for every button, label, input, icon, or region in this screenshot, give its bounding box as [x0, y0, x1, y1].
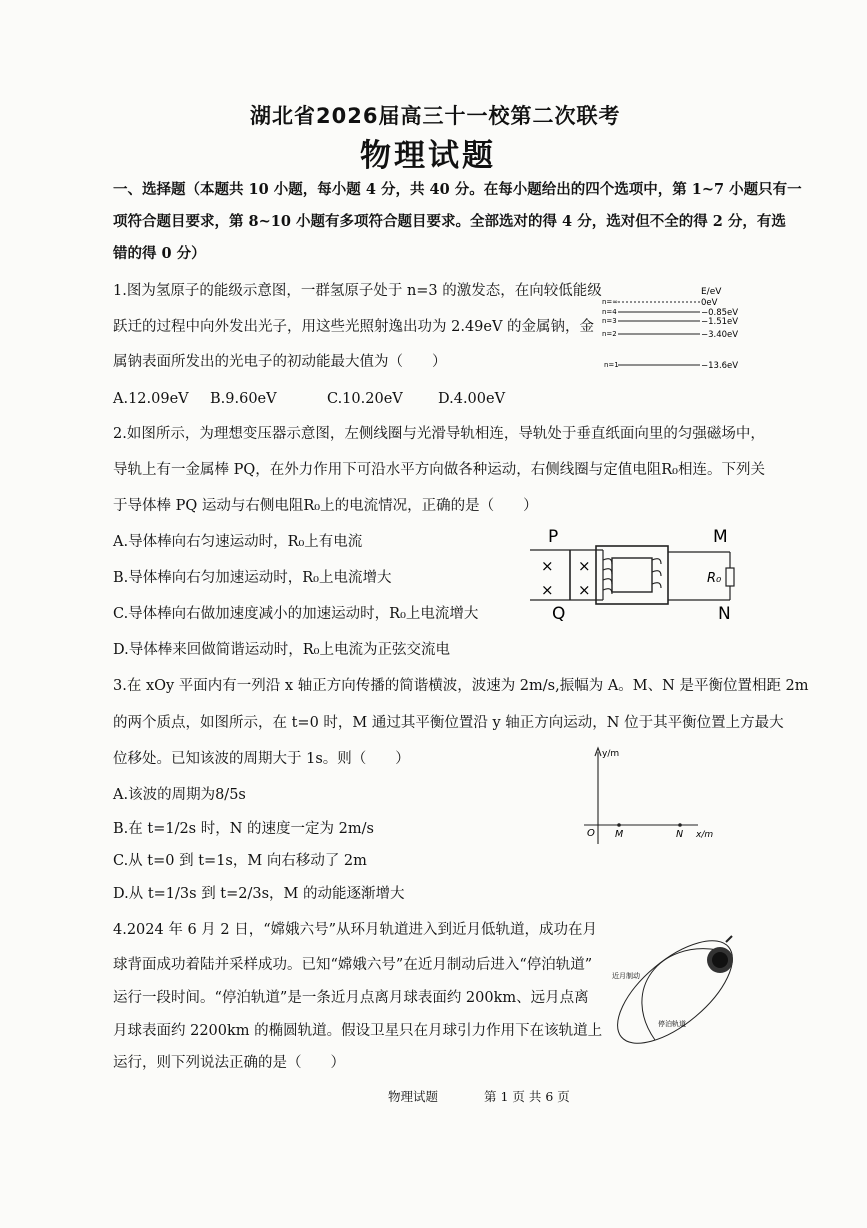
option-c: C.从 t=0 到 t=1s，M 向右移动了 2m: [113, 853, 367, 869]
field-cross: ×: [578, 581, 591, 599]
question-text-line: 导轨上有一金属棒 PQ，在外力作用下可沿水平方向做各种运动，右侧线圈与定值电阻R₀相连。下列关: [113, 462, 765, 478]
level-energy-label: −13.6eV: [701, 361, 739, 371]
secondary-coil: [652, 559, 661, 588]
exam-title: 湖北省2026届高三十一校第二次联考: [250, 104, 621, 128]
option-d: D.导体棒来回做简谐运动时，R₀上电流为正弦交流电: [113, 642, 450, 658]
primary-coil: [603, 559, 612, 594]
option-b: B.在 t=1/2s 时，N 的速度一定为 2m/s: [113, 821, 374, 837]
level-n-label: n=4: [602, 308, 617, 316]
section-instructions-line: 错的得 0 分）: [113, 245, 206, 262]
probe-icon: [726, 936, 732, 942]
level-energy-label: −1.51eV: [701, 317, 739, 327]
point-n: [678, 823, 682, 827]
level-energy-label: −3.40eV: [701, 330, 739, 340]
option-a: A.该波的周期为8/5s: [113, 787, 246, 803]
option-a: A.12.09eV: [113, 391, 189, 407]
label-r0: R₀: [707, 571, 722, 586]
moon-core: [712, 952, 728, 968]
question-text-line: 3.在 xOy 平面内有一列沿 x 轴正方向传播的简谐横波，波速为 2m/s,振幅为 A。M、N 是平衡位置相距 2m: [113, 678, 809, 694]
option-c: C.10.20eV: [327, 391, 403, 407]
field-cross: ×: [578, 557, 591, 575]
footer-subject: 物理试题: [388, 1089, 439, 1104]
level-n-label: n=1: [604, 361, 619, 369]
question-text-line: 的两个质点，如图所示，在 t=0 时，M 通过其平衡位置沿 y 轴正方向运动，N 位于其平衡位置上方最大: [113, 715, 784, 731]
question-text-line: 跃迁的过程中向外发出光子，用这些光照射逸出功为 2.49eV 的金属钠，金: [113, 319, 595, 335]
level-n-label: n=2: [602, 330, 617, 338]
question-text-line: 月球表面约 2200km 的椭圆轨道。假设卫星只在月球引力作用下在该轨道上: [113, 1023, 603, 1039]
level-n-label: n=3: [602, 317, 617, 325]
question-text-line: 2.如图所示，为理想变压器示意图，左侧线圈与光滑导轨相连，导轨处于垂直纸面向里的匀强磁场中，: [113, 426, 765, 442]
origin-label: O: [587, 828, 595, 839]
point-m: [617, 823, 621, 827]
option-d: D.4.00eV: [438, 391, 506, 407]
field-cross: ×: [541, 581, 554, 599]
question-text-line: 球背面成功着陆并采样成功。已知“嫦娥六号”在近月制动后进入“停泊轨道”: [113, 957, 593, 973]
section-instructions-line: 项符合题目要求，第 8~10 小题有多项符合题目要求。全部选对的得 4 分，选对但不全的得 2 分，有选: [113, 213, 786, 230]
level-energy-label: 0eV: [701, 298, 718, 308]
question-text-line: 运行，则下列说法正确的是（ ）: [113, 1055, 345, 1071]
level-energy-label: −0.85eV: [701, 308, 739, 318]
footer-page-number: 第 1 页 共 6 页: [484, 1089, 570, 1104]
energy-unit-label: E/eV: [701, 287, 722, 297]
level-n-label: n=∞: [602, 298, 619, 306]
option-c: C.导体棒向右做加速度减小的加速运动时，R₀上电流增大: [113, 606, 479, 622]
option-a: A.导体棒向右匀速运动时，R₀上有电流: [113, 534, 363, 550]
label-n: N: [718, 604, 731, 624]
question-text-line: 运行一段时间。“停泊轨道”是一条近月点离月球表面约 200km、远月点离: [113, 990, 589, 1006]
subject-title: 物理试题: [360, 138, 496, 174]
section-instructions-line: 一、选择题（本题共 10 小题，每小题 4 分，共 40 分。在每小题给出的四个选项中，第 1~7 小题只有一: [113, 181, 802, 198]
label-m: M: [615, 829, 624, 840]
resistor-r0: [726, 568, 734, 586]
option-b: B.导体棒向右匀加速运动时，R₀上电流增大: [113, 570, 392, 586]
question-text-line: 1.图为氢原子的能级示意图，一群氢原子处于 n=3 的激发态，在向较低能级: [113, 283, 602, 299]
question-text-line: 4.2024 年 6 月 2 日，“嫦娥六号”从环月轨道进入到近月低轨道，成功在月: [113, 922, 598, 938]
transformer-core-inner: [612, 558, 652, 592]
y-axis-label: y/m: [602, 749, 620, 759]
question-text-line: 于导体棒 PQ 运动与右侧电阻R₀上的电流情况，正确的是（ ）: [113, 498, 538, 514]
label-parking-orbit: 停泊轨道: [658, 1020, 686, 1028]
option-b: B.9.60eV: [210, 391, 277, 407]
field-cross: ×: [541, 557, 554, 575]
label-p: P: [548, 527, 559, 547]
x-axis-label: x/m: [696, 830, 714, 840]
label-q: Q: [552, 604, 566, 624]
transformer-diagram: [530, 520, 750, 625]
question-text-line: 属钠表面所发出的光电子的初动能最大值为（ ）: [113, 354, 447, 370]
question-text-line: 位移处。已知该波的周期大于 1s。则（ ）: [113, 751, 410, 767]
label-m: M: [713, 527, 728, 547]
orbit-diagram: [600, 930, 750, 1062]
label-n: N: [676, 829, 684, 840]
wave-axes-diagram: [580, 744, 720, 848]
option-d: D.从 t=1/3s 到 t=2/3s，M 的动能逐渐增大: [113, 886, 405, 902]
transformer-core-outer: [596, 546, 668, 604]
label-braking: 近月制动: [612, 972, 640, 980]
energy-level-diagram: [598, 282, 748, 374]
